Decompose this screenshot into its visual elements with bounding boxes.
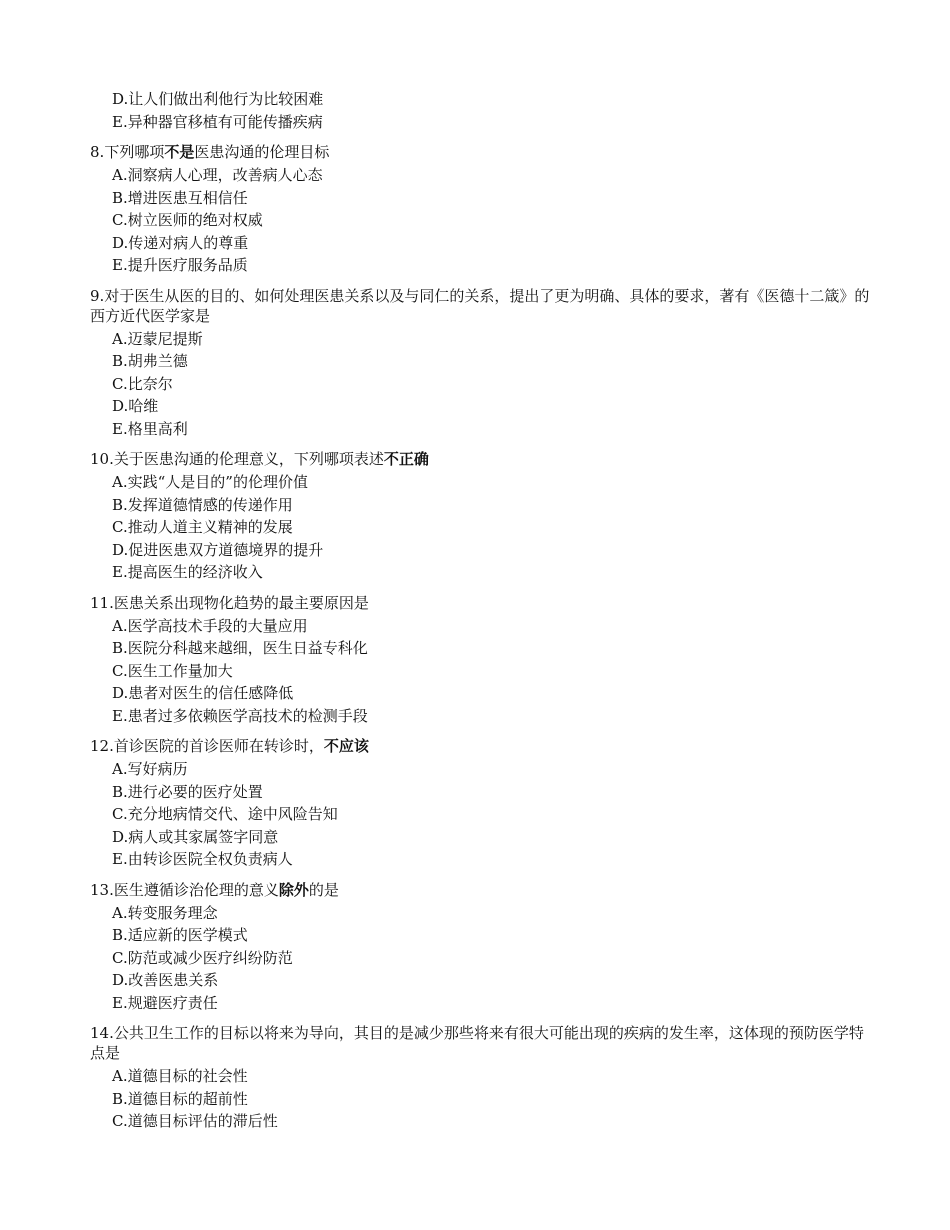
option-c: C.防范或减少医疗纠纷防范 <box>112 948 293 967</box>
stem-emphasis: 不应该 <box>323 737 369 755</box>
question-number: 12. <box>90 737 114 755</box>
question-number: 13. <box>90 880 114 899</box>
question-number: 9. <box>90 286 105 305</box>
options-list <box>112 1065 870 1133</box>
option-d: D.让人们做出利他行为比较困难 <box>112 90 324 108</box>
options-list <box>112 164 870 277</box>
option-e: E.规避医疗责任 <box>112 993 218 1012</box>
option-b: B.增进医患互相信任 <box>112 188 248 207</box>
option-c: C.医生工作量加大 <box>112 661 233 680</box>
stem-text-after: 医患沟通的伦理目标 <box>194 143 330 161</box>
option-d: D.促进医患双方道德境界的提升 <box>112 540 324 559</box>
option-d: D.患者对医生的信任感降低 <box>112 684 294 702</box>
option-a: A.写好病历 <box>112 760 188 778</box>
options-list <box>112 88 870 133</box>
question-number: 8. <box>90 143 105 161</box>
question-9 <box>90 286 870 441</box>
options-list <box>112 758 870 871</box>
option-a: A.实践“人是目的”的伦理价值 <box>112 473 308 491</box>
stem-emphasis: 不是 <box>164 143 195 161</box>
question-list <box>90 88 870 1133</box>
option-e: E.异种器官移植有可能传播疾病 <box>112 112 323 131</box>
stem-text: 医生遵循诊治伦理的意义 <box>113 880 279 899</box>
option-d: D.改善医患关系 <box>112 971 219 989</box>
option-e: E.提高医生的经济收入 <box>112 563 263 581</box>
option-c: C.道德目标评估的滞后性 <box>112 1112 278 1130</box>
option-a: A.洞察病人心理，改善病人心态 <box>112 166 323 184</box>
question-number: 11. <box>90 593 114 612</box>
options-list <box>112 902 870 1015</box>
option-b: B.胡弗兰德 <box>112 352 188 370</box>
option-c: C.充分地病情交代、途中风险告知 <box>112 805 338 823</box>
option-c: C.比奈尔 <box>112 374 173 393</box>
stem-emphasis: 不正确 <box>383 450 429 468</box>
question-stem <box>90 286 870 326</box>
option-c: C.推动人道主义精神的发展 <box>112 518 293 536</box>
question-8 <box>90 142 870 277</box>
question-14 <box>90 1023 870 1133</box>
option-e: E.由转诊医院全权负责病人 <box>112 850 293 868</box>
stem-text: 公共卫生工作的目标以将来为导向，其目的是减少那些将来有很大可能出现的疾病的发生率，这体现的预防医学特点是 <box>90 1024 864 1062</box>
question-12 <box>90 736 870 871</box>
option-b: B.医院分科越来越细，医生日益专科化 <box>112 639 368 657</box>
option-d: D.病人或其家属签字同意 <box>112 827 279 846</box>
stem-emphasis: 除外 <box>278 880 309 899</box>
option-d: D.传递对病人的尊重 <box>112 233 249 252</box>
option-b: B.道德目标的超前性 <box>112 1089 248 1108</box>
options-list <box>112 471 870 584</box>
question-stem <box>90 142 870 162</box>
question-stem <box>90 593 870 613</box>
question-stem <box>90 449 870 469</box>
stem-text: 下列哪项 <box>104 143 165 161</box>
question-stem <box>90 880 870 900</box>
option-a: A.道德目标的社会性 <box>112 1067 248 1085</box>
stem-text-after: 的是 <box>308 880 339 899</box>
options-list <box>112 328 870 441</box>
question-10 <box>90 449 870 584</box>
question-stem <box>90 736 870 756</box>
option-b: B.适应新的医学模式 <box>112 926 248 944</box>
stem-text: 关于医患沟通的伦理意义，下列哪项表述 <box>113 450 384 468</box>
option-e: E.患者过多依赖医学高技术的检测手段 <box>112 706 368 725</box>
option-a: A.转变服务理念 <box>112 903 218 922</box>
question-number: 14. <box>90 1024 114 1042</box>
options-list <box>112 615 870 728</box>
option-b: B.发挥道德情感的传递作用 <box>112 495 293 514</box>
question-11 <box>90 593 870 728</box>
question-stem <box>90 1023 870 1063</box>
option-d: D.哈维 <box>112 397 159 415</box>
option-b: B.进行必要的医疗处置 <box>112 782 263 801</box>
stem-text: 医患关系出现物化趋势的最主要原因是 <box>113 593 369 612</box>
stem-text: 对于医生从医的目的、如何处理医患关系以及与同仁的关系，提出了更为明确、具体的要求，著有《医德十二箴》的西方近代医学家是 <box>90 286 870 325</box>
option-a: A.医学高技术手段的大量应用 <box>112 616 308 635</box>
question-7-continued <box>90 88 870 133</box>
question-number: 10. <box>90 450 114 468</box>
question-13 <box>90 880 870 1015</box>
stem-text: 首诊医院的首诊医师在转诊时， <box>113 737 324 755</box>
option-e: E.提升医疗服务品质 <box>112 256 248 274</box>
option-a: A.迈蒙尼提斯 <box>112 329 203 348</box>
option-e: E.格里高利 <box>112 419 188 438</box>
option-c: C.树立医师的绝对权威 <box>112 211 263 229</box>
